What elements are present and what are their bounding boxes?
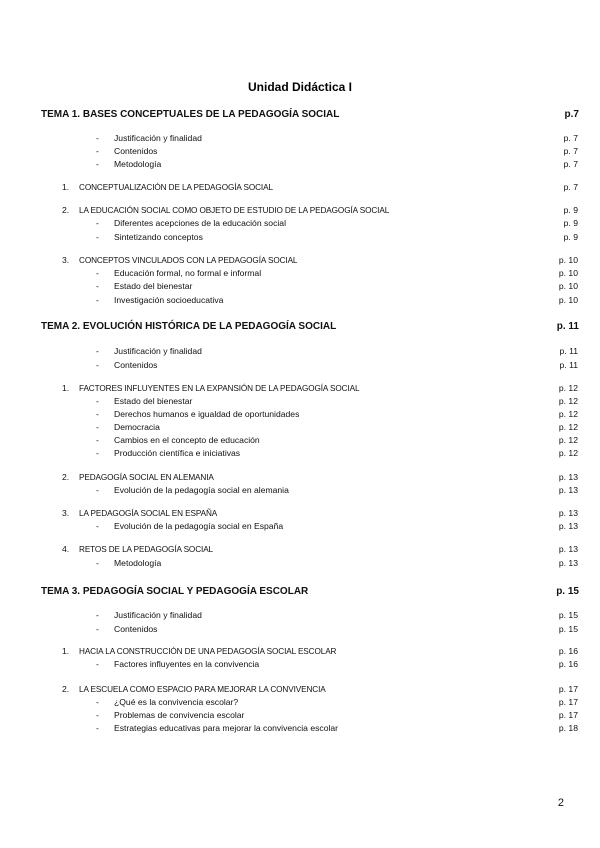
section-page: p. 17 — [558, 684, 578, 694]
bullet-dash: - — [96, 409, 99, 419]
section-number: 2. — [62, 205, 70, 215]
bullet-dash: - — [96, 558, 99, 568]
entry-page: p. 16 — [558, 659, 578, 669]
entry-text: Problemas de convivencia escolar — [114, 710, 245, 720]
entry-text: Justificación y finalidad — [114, 133, 202, 143]
toc-section — [0, 382, 600, 395]
section-page: p. 10 — [558, 255, 578, 265]
toc-entry — [0, 217, 600, 230]
entry-page: p. 11 — [559, 360, 578, 370]
entry-page: p. 15 — [558, 610, 578, 620]
tema-title: TEMA 1. BASES CONCEPTUALES DE LA PEDAGOGÍA SOCIAL — [41, 109, 340, 120]
section-page: p. 16 — [558, 646, 578, 656]
toc-section — [0, 507, 600, 520]
section-number: 2. — [62, 684, 70, 694]
toc-entry — [0, 408, 600, 421]
entry-text: Metodología — [114, 159, 162, 169]
entry-text: Factores influyentes en la convivencia — [114, 659, 260, 669]
bullet-dash: - — [96, 268, 99, 278]
entry-text: Educación formal, no formal e informal — [114, 268, 262, 278]
bullet-dash: - — [96, 422, 99, 432]
bullet-dash: - — [96, 346, 99, 356]
entry-page: p. 9 — [563, 232, 578, 242]
bullet-dash: - — [96, 295, 99, 305]
section-title: PEDAGOGÍA SOCIAL EN ALEMANIA — [79, 473, 214, 482]
entry-page: p. 11 — [559, 346, 578, 356]
tema-title: TEMA 2. EVOLUCIÓN HISTÓRICA DE LA PEDAGOGÍA SOCIAL — [41, 321, 337, 332]
entry-page: p. 7 — [563, 159, 578, 169]
tema-page: p. 15 — [556, 586, 579, 597]
bullet-dash: - — [96, 396, 99, 406]
entry-text: Sintetizando conceptos — [114, 232, 203, 242]
section-page: p. 13 — [558, 508, 578, 518]
section-number: 4. — [62, 544, 70, 554]
entry-page: p. 10 — [558, 295, 578, 305]
section-title: CONCEPTOS VINCULADOS CON LA PEDAGOGÍA SOCIAL — [79, 256, 298, 265]
section-page: p. 9 — [563, 205, 578, 215]
entry-text: Contenidos — [114, 360, 158, 370]
tema-page: p. 11 — [556, 321, 579, 332]
toc-entry — [0, 294, 600, 307]
entry-page: p. 17 — [558, 697, 578, 707]
entry-page: p. 12 — [558, 422, 578, 432]
entry-text: Evolución de la pedagogía social en alemania — [114, 485, 289, 495]
bullet-dash: - — [96, 146, 99, 156]
entry-text: Producción científica e iniciativas — [114, 448, 241, 458]
entry-page: p. 9 — [563, 218, 578, 228]
entry-text: Investigación socioeducativa — [114, 295, 224, 305]
section-number: 3. — [62, 255, 70, 265]
bullet-dash: - — [96, 723, 99, 733]
section-number: 1. — [62, 383, 70, 393]
toc-section — [0, 204, 600, 217]
entry-text: Justificación y finalidad — [114, 610, 202, 620]
bullet-dash: - — [96, 232, 99, 242]
entry-text: Contenidos — [114, 146, 158, 156]
toc-section — [0, 181, 600, 194]
entry-text: Contenidos — [114, 624, 158, 634]
entry-page: p. 15 — [558, 624, 578, 634]
toc-section — [0, 683, 600, 696]
entry-page: p. 12 — [558, 396, 578, 406]
page-number: 2 — [557, 797, 564, 809]
section-title: LA PEDAGOGÍA SOCIAL EN ESPAÑA — [79, 509, 218, 518]
entry-page: p. 13 — [558, 558, 578, 568]
toc-entry — [0, 359, 600, 372]
bullet-dash: - — [96, 435, 99, 445]
unit-title: Unidad Didáctica I — [247, 80, 353, 94]
toc-entry — [0, 658, 600, 671]
entry-page: p. 12 — [558, 409, 578, 419]
entry-text: Democracia — [114, 422, 160, 432]
entry-text: Diferentes acepciones de la educación social — [114, 218, 286, 228]
toc-entry — [0, 709, 600, 722]
toc-entry — [0, 421, 600, 434]
toc-entry — [0, 345, 600, 358]
toc-entry — [0, 722, 600, 735]
bullet-dash: - — [96, 281, 99, 291]
entry-text: Derechos humanos e igualdad de oportunidades — [114, 409, 300, 419]
toc-entry — [0, 434, 600, 447]
entry-page: p. 12 — [558, 435, 578, 445]
toc-section — [0, 471, 600, 484]
bullet-dash: - — [96, 159, 99, 169]
entry-page: p. 12 — [558, 448, 578, 458]
section-title: RETOS DE LA PEDAGOGÍA SOCIAL — [79, 545, 214, 554]
toc-entry — [0, 623, 600, 636]
section-number: 1. — [62, 646, 70, 656]
bullet-dash: - — [96, 710, 99, 720]
bullet-dash: - — [96, 133, 99, 143]
bullet-dash: - — [96, 360, 99, 370]
bullet-dash: - — [96, 697, 99, 707]
toc-entry — [0, 395, 600, 408]
bullet-dash: - — [96, 624, 99, 634]
section-number: 1. — [62, 182, 70, 192]
tema-heading — [0, 584, 600, 600]
section-page: p. 12 — [558, 383, 578, 393]
bullet-dash: - — [96, 218, 99, 228]
bullet-dash: - — [96, 659, 99, 669]
toc-entry — [0, 158, 600, 171]
entry-page: p. 7 — [563, 146, 578, 156]
toc-section — [0, 645, 600, 658]
toc-section — [0, 543, 600, 556]
tema-heading — [0, 319, 600, 335]
toc-entry — [0, 696, 600, 709]
entry-text: Cambios en el concepto de educación — [114, 435, 260, 445]
entry-text: Evolución de la pedagogía social en España — [114, 521, 284, 531]
toc-entry — [0, 609, 600, 622]
tema-heading — [0, 107, 600, 123]
section-title: LA EDUCACIÓN SOCIAL COMO OBJETO DE ESTUDIO DE LA PEDAGOGÍA SOCIAL — [79, 206, 390, 215]
entry-text: Estado del bienestar — [114, 281, 193, 291]
section-title: FACTORES INFLUYENTES EN LA EXPANSIÓN DE LA PEDAGOGÍA SOCIAL — [79, 384, 360, 393]
entry-text: Estado del bienestar — [114, 396, 193, 406]
bullet-dash: - — [96, 448, 99, 458]
entry-page: p. 13 — [558, 521, 578, 531]
entry-page: p. 13 — [558, 485, 578, 495]
section-page: p. 13 — [558, 544, 578, 554]
section-page: p. 7 — [563, 182, 578, 192]
entry-page: p. 18 — [558, 723, 578, 733]
entry-text: Metodología — [114, 558, 162, 568]
entry-text: Justificación y finalidad — [114, 346, 202, 356]
section-title: LA ESCUELA COMO ESPACIO PARA MEJORAR LA CONVIVENCIA — [79, 685, 326, 694]
tema-title: TEMA 3. PEDAGOGÍA SOCIAL Y PEDAGOGÍA ESCOLAR — [41, 586, 309, 597]
entry-page: p. 10 — [558, 268, 578, 278]
toc-entry — [0, 280, 600, 293]
toc-entry — [0, 557, 600, 570]
toc-entry — [0, 520, 600, 533]
toc-section — [0, 254, 600, 267]
entry-page: p. 10 — [558, 281, 578, 291]
bullet-dash: - — [96, 485, 99, 495]
bullet-dash: - — [96, 610, 99, 620]
entry-page: p. 7 — [563, 133, 578, 143]
toc-entry — [0, 145, 600, 158]
bullet-dash: - — [96, 521, 99, 531]
entry-page: p. 17 — [558, 710, 578, 720]
entry-text: ¿Qué es la convivencia escolar? — [114, 697, 239, 707]
section-number: 3. — [62, 508, 70, 518]
section-title: CONCEPTUALIZACIÓN DE LA PEDAGOGÍA SOCIAL — [79, 183, 273, 192]
toc-entry — [0, 447, 600, 460]
toc-entry — [0, 132, 600, 145]
toc-entry — [0, 267, 600, 280]
tema-page: p.7 — [564, 109, 579, 120]
section-page: p. 13 — [558, 472, 578, 482]
section-number: 2. — [62, 472, 70, 482]
toc-entry — [0, 231, 600, 244]
toc-entry — [0, 484, 600, 497]
entry-text: Estrategias educativas para mejorar la convivencia escolar — [114, 723, 339, 733]
section-title: HACIA LA CONSTRUCCIÓN DE UNA PEDAGOGÍA SOCIAL ESCOLAR — [79, 647, 337, 656]
